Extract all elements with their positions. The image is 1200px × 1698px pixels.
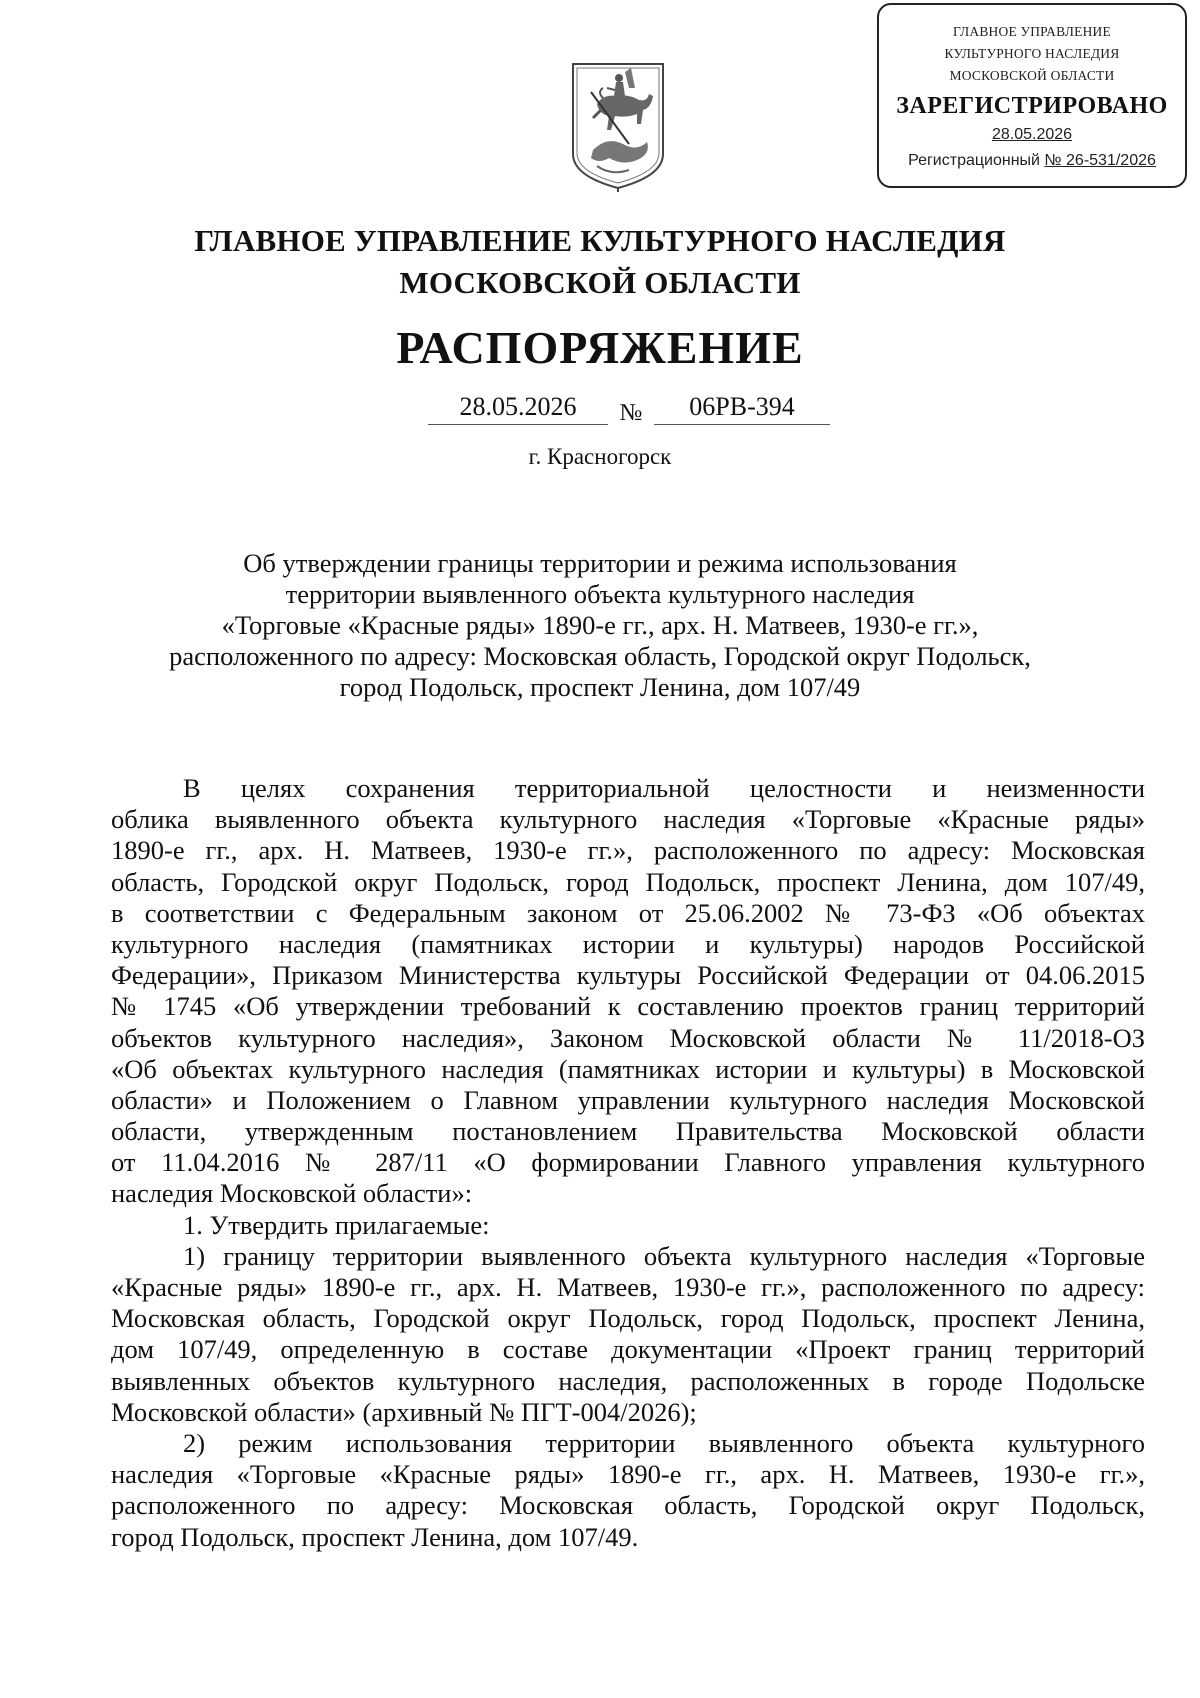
body-line: В целях сохранения территориальной целостности и неизменности	[183, 773, 1145, 803]
subject-line: город Подольск, проспект Ленина, дом 107/49	[339, 672, 861, 702]
body-line: области» и Положением о Главном управлении культурного наследия Московской	[111, 1084, 1145, 1115]
document-type: РАСПОРЯЖЕНИЕ	[396, 322, 804, 373]
stamp-organization	[879, 21, 1185, 87]
subject-line: территории выявленного объекта культурного наследия	[285, 579, 915, 609]
body-line: 1890-е гг., арх. Н. Матвеев, 1930-е гг.», расположенного по адресу: Московская	[111, 835, 1145, 866]
body-line: дом 107/49, определенную в составе документации «Проект границ территорий	[111, 1334, 1145, 1365]
stamp-reg-label: Регистрационный	[908, 152, 1040, 169]
body-line: расположенного по адресу: Московская область, Городской округ Подольск,	[111, 1490, 1145, 1521]
body-line: 1. Утвердить прилагаемые:	[183, 1209, 490, 1240]
body-line: «Красные ряды» 1890-е гг., арх. Н. Матвеев, 1930-е гг.», расположенного по адресу:	[111, 1272, 1145, 1302]
body-line: в соответствии с Федеральным законом от 25.06.2002 № 73-ФЗ «Об объектах	[111, 897, 1145, 928]
body-line: 2) режим использования территории выявленного объекта культурного	[183, 1427, 1145, 1458]
document-date-number	[0, 390, 1200, 430]
document-number: 06РВ-394	[654, 390, 830, 425]
body-line: город Подольск, проспект Ленина, дом 107/49.	[111, 1521, 639, 1552]
organization-title: МОСКОВСКОЙ ОБЛАСТИ	[399, 265, 801, 300]
body-line: от 11.04.2016 № 287/11 «О формировании Главного управления культурного	[111, 1147, 1145, 1178]
organization-title: ГЛАВНОЕ УПРАВЛЕНИЕ КУЛЬТУРНОГО НАСЛЕДИЯ	[194, 223, 1006, 258]
stamp-org-line: МОСКОВСКОЙ ОБЛАСТИ	[949, 68, 1115, 83]
document-city: г. Красногорск	[528, 444, 672, 469]
document-date: 28.05.2026	[428, 390, 608, 425]
body-line: наследия Московской области»:	[111, 1178, 473, 1209]
stamp-registration-number	[879, 149, 1185, 173]
stamp-status: ЗАРЕГИСТРИРОВАНО	[896, 93, 1168, 119]
body-line: выявленных объектов культурного наследия, расположенных в городе Подольске	[111, 1365, 1145, 1396]
subject-line: расположенного по адресу: Московская область, Городской округ Подольск,	[169, 641, 1031, 671]
document-body	[111, 773, 1145, 1553]
stamp-reg-number: № 26-531/2026	[1044, 152, 1156, 169]
subject-line: «Торговые «Красные ряды» 1890-е гг., арх. Н. Матвеев, 1930-е гг.»,	[221, 610, 979, 640]
body-line: области, утвержденным постановлением Правительства Московской области	[111, 1116, 1145, 1147]
body-line: область, Городской округ Подольск, город Подольск, проспект Ленина, дом 107/49,	[111, 866, 1145, 897]
registration-stamp	[877, 3, 1187, 188]
body-line: культурного наследия (памятниках истории и культуры) народов Российской	[111, 928, 1145, 959]
body-line: Федерации», Приказом Министерства культуры Российской Федерации от 04.06.2015	[111, 960, 1145, 991]
body-line: объектов культурного наследия», Законом Московской области № 11/2018-ОЗ	[111, 1022, 1145, 1053]
document-subject	[100, 548, 1100, 703]
body-line: 1) границу территории выявленного объекта культурного наследия «Торговые	[183, 1240, 1145, 1271]
body-line: Московской области» (архивный № ПГТ-004/2026);	[111, 1396, 697, 1427]
number-sign: №	[619, 400, 643, 426]
stamp-org-line: ГЛАВНОЕ УПРАВЛЕНИЕ	[953, 24, 1111, 39]
stamp-date: 28.05.2026	[991, 126, 1073, 143]
body-line: облика выявленного объекта культурного наследия «Торговые «Красные ряды»	[111, 804, 1145, 835]
body-line: наследия «Торговые «Красные ряды» 1890-е гг., арх. Н. Матвеев, 1930-е гг.»,	[111, 1459, 1145, 1490]
body-line: № 1745 «Об утверждении требований к составлению проектов границ территорий	[111, 991, 1145, 1022]
subject-line: Об утверждении границы территории и режима использования	[243, 548, 957, 578]
coat-of-arms-icon	[567, 58, 669, 192]
body-line: Московская область, Городской округ Подольск, город Подольск, проспект Ленина,	[111, 1303, 1145, 1334]
stamp-org-line: КУЛЬТУРНОГО НАСЛЕДИЯ	[944, 46, 1120, 61]
body-line: «Об объектах культурного наследия (памятниках истории и культуры) в Московской	[111, 1053, 1145, 1084]
